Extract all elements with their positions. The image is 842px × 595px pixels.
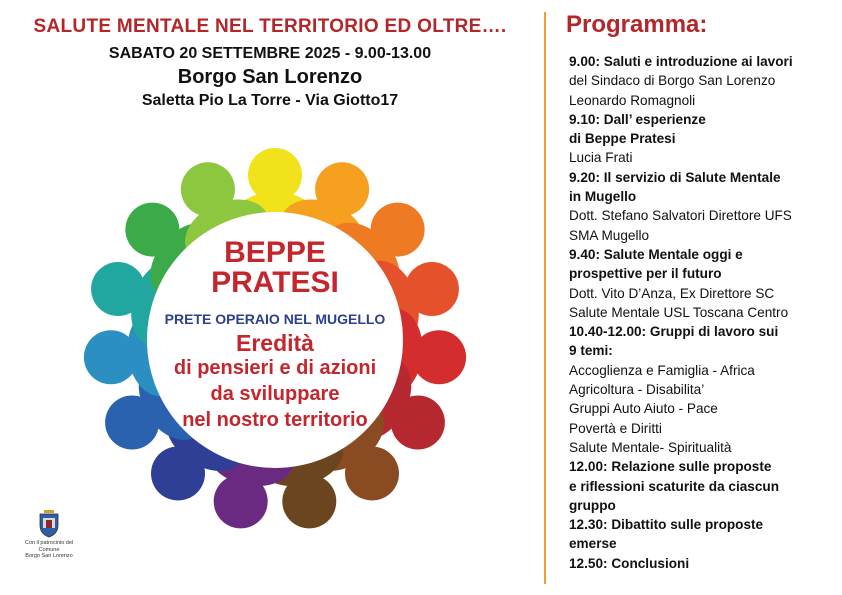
program-line: 12.30: Dibattito sulle proposte xyxy=(569,517,764,533)
tagline-line3: nel nostro territorio xyxy=(182,409,368,431)
event-date: SABATO 20 SETTEMBRE 2025 - 9.00-13.00 xyxy=(108,45,432,62)
program-line: Agricoltura - Disabilita’ xyxy=(569,382,705,398)
program-line: e riflessioni scaturite da ciascun xyxy=(569,478,780,494)
patronage-line: Con il patrocinio del xyxy=(24,540,74,546)
program-line: in Mugello xyxy=(569,189,637,205)
program-line: Dott. Vito D’Anza, Ex Direttore SC xyxy=(569,285,775,301)
program-line: 9.10: Dall’ esperienze xyxy=(569,111,706,127)
program-line: 9.00: Saluti e introduzione ai lavori xyxy=(569,54,793,69)
program-line: Lucia Frati xyxy=(569,150,633,166)
program-line: Povertà e Diritti xyxy=(569,420,662,436)
program-title: Programma: xyxy=(566,11,708,38)
program-line: Salute Mentale- Spiritualità xyxy=(569,439,732,455)
event-venue: Saletta Pio La Torre - Via Giotto17 xyxy=(141,92,399,109)
program-line: 9.20: Il servizio di Salute Mentale xyxy=(569,169,781,185)
vertical-divider xyxy=(544,12,546,584)
program-line: 12.50: Conclusioni xyxy=(569,555,690,571)
patronage-note xyxy=(18,540,80,560)
program-line: 9 temi: xyxy=(569,343,613,359)
event-place: Borgo San Lorenzo xyxy=(177,66,363,88)
program-list xyxy=(569,52,835,573)
program-line: Leonardo Romagnoli xyxy=(569,92,696,108)
patronage-line: Borgo San Lorenzo xyxy=(25,553,73,559)
municipal-crest-icon xyxy=(36,508,62,538)
program-line: 12.00: Relazione sulle proposte xyxy=(569,459,772,475)
program-line: prospettive per il futuro xyxy=(569,266,722,282)
program-line: 10.40-12.00: Gruppi di lavoro sui xyxy=(569,324,779,340)
subtitle: PRETE OPERAIO NEL MUGELLO xyxy=(164,311,386,327)
program-line: 9.40: Salute Mentale oggi e xyxy=(569,246,743,262)
program-line: Accoglienza e Famiglia - Africa xyxy=(569,362,755,378)
program-line: gruppo xyxy=(569,497,616,513)
program-line: del Sindaco di Borgo San Lorenzo xyxy=(569,73,776,89)
program-line: Dott. Stefano Salvatori Direttore UFS xyxy=(569,208,792,224)
name-line2: PRATESI xyxy=(211,266,339,299)
program-line: SMA Mugello xyxy=(569,227,650,243)
tagline-line2: da sviluppare xyxy=(210,383,340,405)
heading-eredita: Eredità xyxy=(236,330,314,356)
program-line: di Beppe Pratesi xyxy=(569,131,676,147)
tagline-line1: di pensieri e di azioni xyxy=(173,357,377,379)
name-line1: BEPPE xyxy=(224,236,326,269)
program-line: Gruppi Auto Aiuto - Pace xyxy=(569,401,718,417)
program-line: Salute Mentale USL Toscana Centro xyxy=(569,304,789,320)
program-line: emerse xyxy=(569,536,617,552)
patronage-line: Comune xyxy=(38,546,60,553)
event-title: SALUTE MENTALE NEL TERRITORIO ED OLTRE…. xyxy=(33,16,507,37)
